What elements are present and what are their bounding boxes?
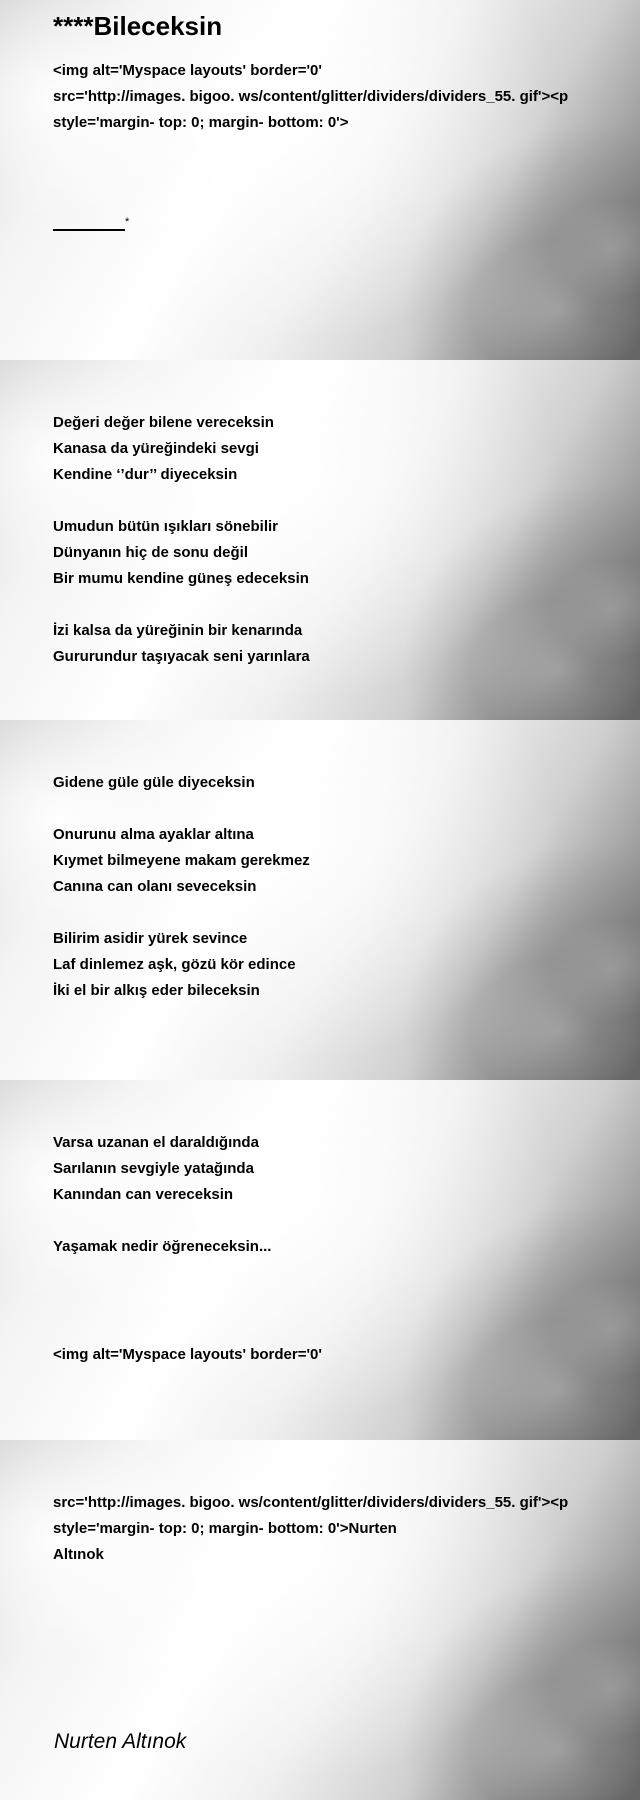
- poem-line: Varsa uzanan el daraldığında: [53, 1134, 259, 1151]
- poem-line: Kanından can vereceksin: [53, 1186, 234, 1203]
- poem-line: Onurunu alma ayaklar altına: [53, 826, 254, 843]
- poem-line: Kıymet bilmeyene makam gerekmez: [53, 852, 310, 869]
- poem-line: İki el bir alkış eder bileceksin: [53, 982, 260, 999]
- poem-line: Gururundur taşıyacak seni yarınlara: [53, 648, 310, 665]
- poem-line: Bilirim asidir yürek sevince: [53, 930, 248, 947]
- poem-line: Gidene güle güle diyeceksin: [53, 774, 255, 791]
- poem-line: Kanasa da yüreğindeki sevgi: [53, 440, 259, 457]
- text-line: style='margin- top: 0; margin- bottom: 0'>: [53, 114, 349, 131]
- text-line: src='http://images. bigoo. ws/content/glitter/dividers/dividers_55. gif'><p: [53, 1494, 569, 1511]
- text-line: style='margin- top: 0; margin- bottom: 0'>Nurten: [53, 1520, 397, 1537]
- text-line: src='http://images. bigoo. ws/content/glitter/dividers/dividers_55. gif'><p: [53, 88, 569, 105]
- poem-line: Canına can olanı seveceksin: [53, 878, 257, 895]
- page-2-content: [53, 410, 620, 670]
- page-3-content: [53, 770, 620, 1004]
- text-line: <img alt='Myspace layouts' border='0': [53, 1346, 322, 1363]
- poem-line: Değeri değer bilene vereceksin: [53, 414, 274, 431]
- poem-line: [53, 592, 620, 618]
- page-1-content: [53, 0, 620, 236]
- poem-line: [53, 1208, 620, 1234]
- poem-page-1: [0, 0, 640, 360]
- page-5-content: [53, 1490, 620, 1568]
- poem-page-5: [0, 1440, 640, 1800]
- poem-line: Laf dinlemez aşk, gözü kör edince: [53, 956, 296, 973]
- poem-page-3: [0, 720, 640, 1080]
- poem-line: Sarılanın sevgiyle yatağında: [53, 1160, 254, 1177]
- text-line: Altınok: [53, 1546, 104, 1563]
- poem-line: Dünyanın hiç de sonu değil: [53, 544, 249, 561]
- horizontal-rule: [53, 229, 125, 231]
- poem-line: Umudun bütün ışıkları sönebilir: [53, 518, 279, 535]
- poem-page-4: [0, 1080, 640, 1440]
- poem-line: Bir mumu kendine güneş edeceksin: [53, 570, 309, 587]
- text-line: <img alt='Myspace layouts' border='0': [53, 62, 322, 79]
- poem-title: ****Bileceksin: [53, 11, 223, 41]
- underline-divider: [53, 216, 129, 235]
- asterisk-mark: *: [125, 216, 130, 228]
- poem-line: [53, 796, 620, 822]
- poem-line: [53, 488, 620, 514]
- poem-line: Yaşamak nedir öğreneceksin...: [53, 1238, 272, 1255]
- poem-line: [53, 900, 620, 926]
- author-signature: Nurten Altınok: [54, 1730, 187, 1753]
- page-4-content: [53, 1130, 620, 1260]
- poem-line: İzi kalsa da yüreğinin bir kenarında: [53, 622, 303, 639]
- poem-line: Kendine ‘’dur’’ diyeceksin: [53, 466, 238, 483]
- poem-page-2: [0, 360, 640, 720]
- page-4-footer: [53, 1342, 620, 1368]
